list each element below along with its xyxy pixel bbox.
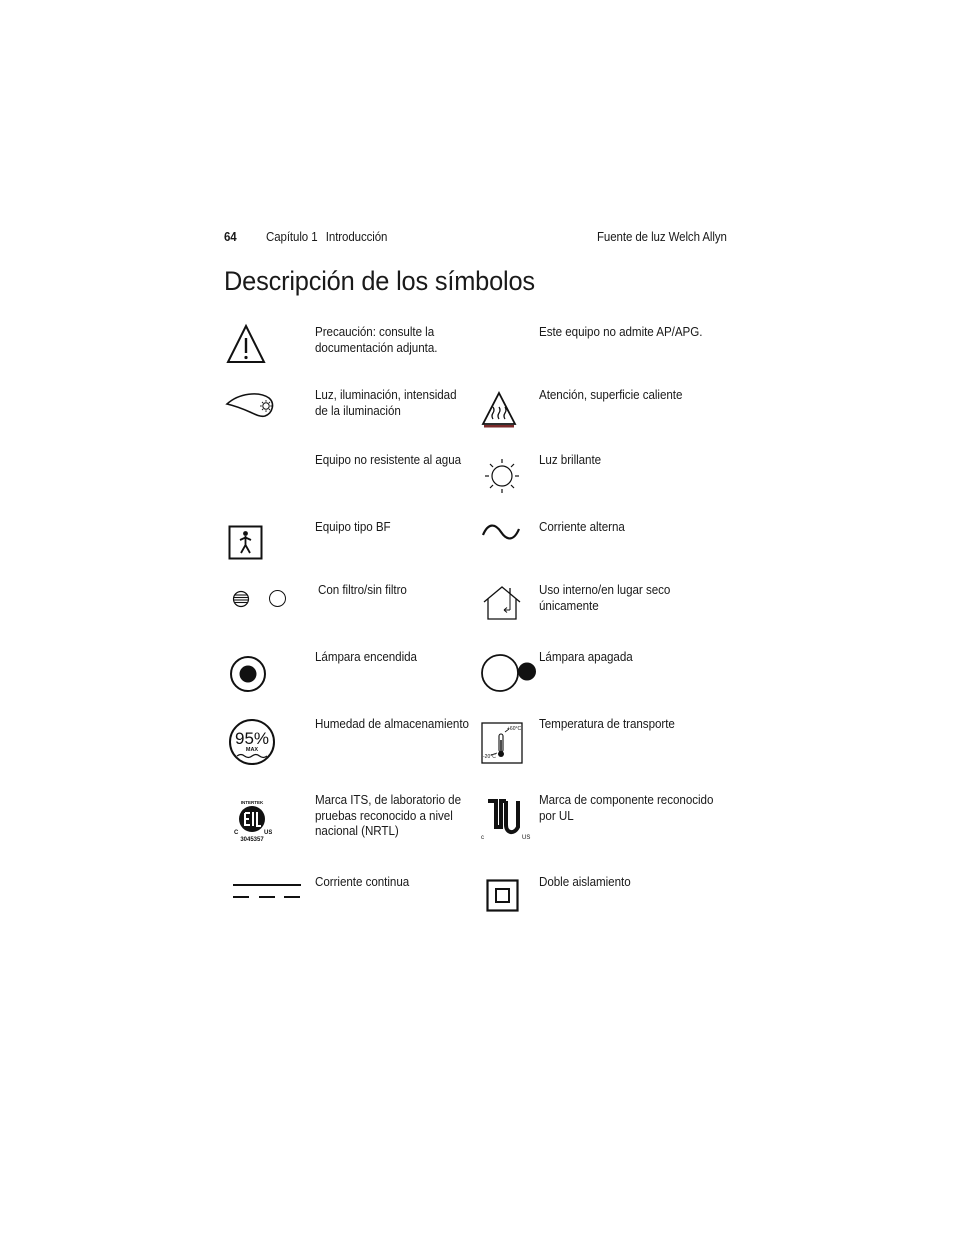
caution-icon	[226, 323, 266, 365]
lamp-on-icon	[229, 655, 267, 693]
section-label: Introducción	[325, 230, 388, 244]
caution-label: Precaución: consulte la documentación adjunta.	[315, 325, 438, 355]
no-ap-apg-label: Este equipo no admite AP/APG.	[539, 325, 703, 339]
humidity-max-text: MAX	[245, 747, 259, 753]
indoor-use-label: Uso interno/en lugar seco únicamente	[539, 583, 671, 613]
light-intensity-icon	[225, 389, 281, 421]
humidity-value-text: 95%	[234, 729, 270, 748]
direct-current-label: Corriente continua	[315, 875, 410, 889]
filter-label: Con filtro/sin filtro	[318, 583, 407, 597]
product-name: Fuente de luz Welch Allyn	[597, 230, 727, 244]
its-number-text: 3045357	[240, 837, 264, 843]
bright-light-label: Luz brillante	[539, 453, 602, 467]
no-filter-icon	[268, 589, 287, 608]
its-mark-icon	[232, 797, 272, 843]
storage-humidity-icon	[228, 718, 276, 766]
double-insulation-label: Doble aislamiento	[539, 875, 631, 889]
alternating-current-label: Corriente alterna	[539, 520, 625, 534]
its-top-text: INTERTEK	[240, 800, 264, 805]
bright-light-icon	[482, 456, 522, 496]
double-insulation-icon	[486, 879, 520, 913]
ul-mark-label: Marca de componente reconocido por UL	[539, 793, 714, 823]
lamp-off-label: Lámpara apagada	[539, 650, 633, 664]
its-us-text: US	[264, 830, 272, 836]
not-waterproof-label: Equipo no resistente al agua	[315, 453, 462, 467]
ul-c-text: c	[481, 835, 484, 841]
lamp-on-label: Lámpara encendida	[315, 650, 417, 664]
ul-mark-icon	[480, 797, 536, 843]
transport-temperature-icon	[481, 722, 525, 766]
its-c-text: C	[234, 830, 239, 836]
indoor-use-icon	[482, 584, 522, 622]
temp-high-text: +60°C	[507, 726, 522, 732]
page-number: 64	[224, 230, 237, 244]
page-title: Descripción de los símbolos	[224, 266, 535, 296]
filter-icon	[232, 590, 250, 608]
storage-humidity-label: Humedad de almacenamiento	[315, 717, 469, 731]
chapter-label: Capítulo 1	[266, 230, 318, 244]
temp-low-text: -20°C	[483, 754, 496, 760]
alternating-current-icon	[480, 520, 522, 544]
transport-temperature-label: Temperatura de transporte	[539, 717, 675, 731]
its-mark-label: Marca ITS, de laboratorio de pruebas reconocido a nivel nacional (NRTL)	[315, 793, 462, 838]
type-bf-icon	[228, 525, 264, 561]
type-bf-label: Equipo tipo BF	[315, 520, 391, 534]
lamp-off-icon	[480, 653, 538, 693]
light-intensity-label: Luz, iluminación, intensidad de la iluminación	[315, 388, 457, 418]
hot-surface-icon	[481, 390, 517, 428]
direct-current-icon	[231, 880, 303, 902]
ul-us-text: US	[522, 835, 531, 841]
hot-surface-label: Atención, superficie caliente	[539, 388, 683, 402]
chapter-info	[266, 230, 396, 244]
